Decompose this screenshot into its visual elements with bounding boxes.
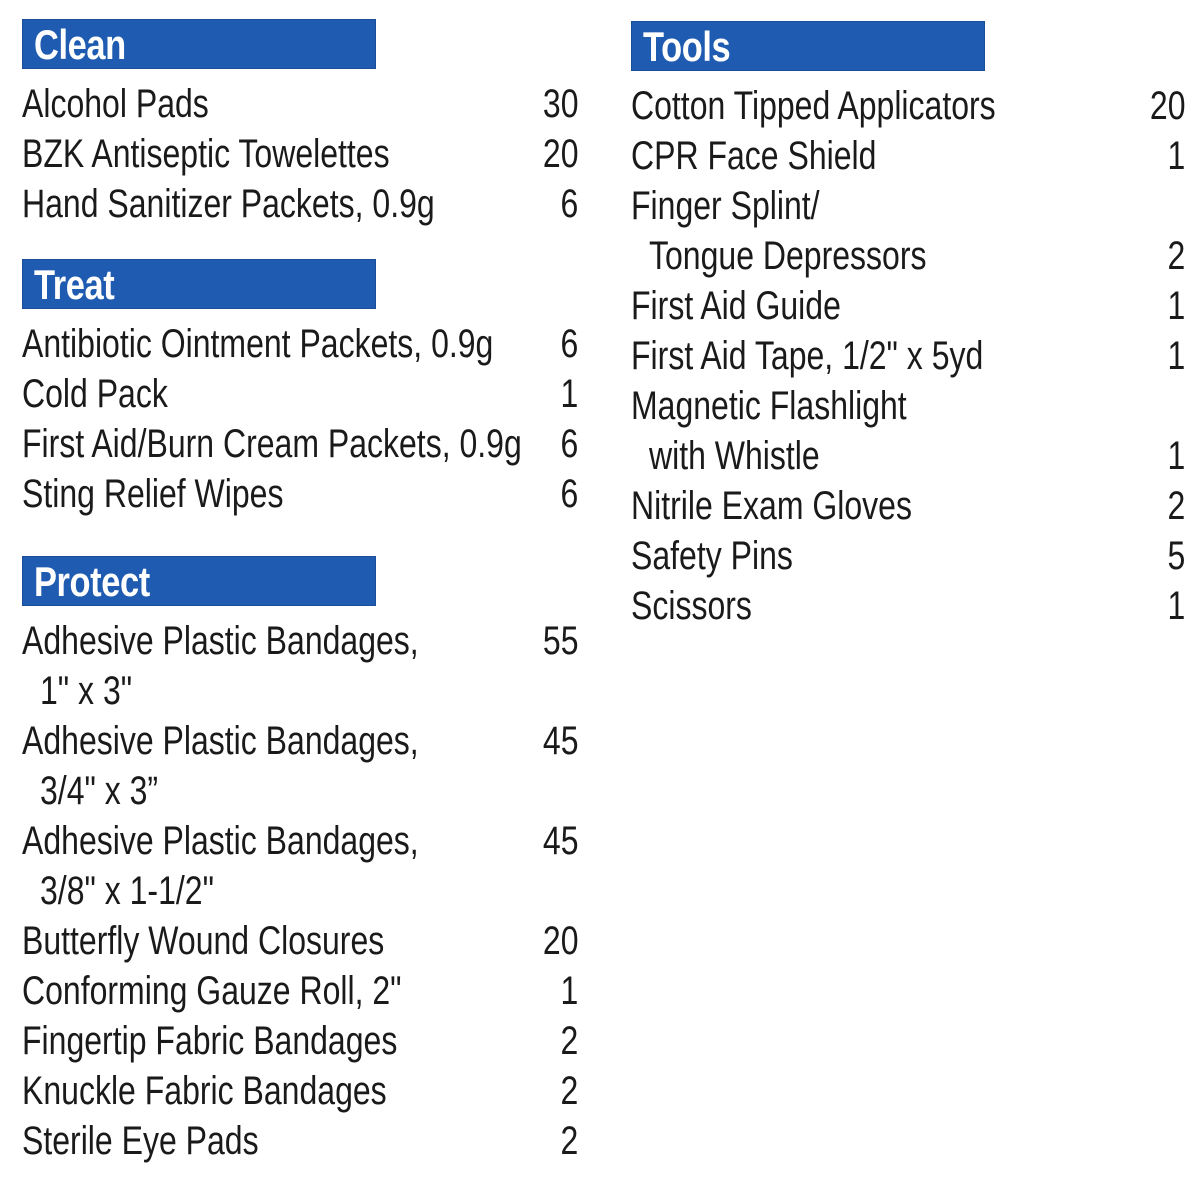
list-item (22, 369, 578, 419)
list-item (631, 381, 1185, 481)
item-quantity: 45 (542, 719, 578, 763)
item-quantity: 6 (560, 182, 578, 226)
list-item (631, 131, 1185, 181)
list-item (22, 816, 578, 916)
item-quantity: 1 (1167, 584, 1185, 628)
item-name: Sting Relief Wipes (22, 472, 284, 516)
list-item (631, 281, 1185, 331)
item-quantity: 20 (542, 919, 578, 963)
list-item (631, 481, 1185, 531)
list-item (22, 179, 578, 229)
item-quantity: 1 (560, 372, 578, 416)
list-item (22, 1116, 578, 1166)
item-name: First Aid/Burn Cream Packets, 0.9g (22, 422, 522, 466)
item-quantity: 1 (1167, 134, 1185, 178)
item-name: Hand Sanitizer Packets, 0.9g (22, 182, 435, 226)
list-item (22, 319, 578, 369)
item-name: Knuckle Fabric Bandages (22, 1069, 387, 1113)
item-quantity: 2 (1167, 484, 1185, 528)
item-name-continued: 1" x 3" (40, 669, 133, 713)
item-quantity: 20 (542, 132, 578, 176)
item-quantity: 20 (1149, 84, 1185, 128)
item-name: Cotton Tipped Applicators (631, 84, 996, 128)
list-item (22, 79, 578, 129)
list-item (631, 81, 1185, 131)
list-item (22, 469, 578, 519)
section-header-bar (631, 21, 985, 71)
item-name: Magnetic Flashlight (631, 384, 907, 428)
section-header-bar (22, 19, 376, 69)
item-quantity: 1 (1167, 334, 1185, 378)
item-quantity: 6 (560, 472, 578, 516)
item-name: Safety Pins (631, 534, 793, 578)
item-list (22, 79, 578, 229)
section-header-bar (22, 259, 376, 309)
item-name-continued: 3/8" x 1-1/2" (40, 869, 214, 913)
item-name: Butterfly Wound Closures (22, 919, 385, 963)
list-item (22, 419, 578, 469)
item-name: Scissors (631, 584, 752, 628)
item-quantity: 1 (560, 969, 578, 1013)
item-list (22, 319, 578, 519)
item-quantity: 2 (560, 1069, 578, 1113)
section-tools (631, 21, 1185, 631)
item-quantity: 1 (1167, 284, 1185, 328)
section-clean (22, 19, 578, 229)
item-name: BZK Antiseptic Towelettes (22, 132, 390, 176)
item-name: First Aid Tape, 1/2" x 5yd (631, 334, 984, 378)
item-quantity: 6 (560, 422, 578, 466)
item-name: Adhesive Plastic Bandages, (22, 719, 419, 763)
item-name: Fingertip Fabric Bandages (22, 1019, 398, 1063)
item-list (631, 81, 1185, 631)
item-name-continued: Tongue Depressors (649, 234, 927, 278)
item-list (22, 616, 578, 1166)
item-quantity: 2 (1167, 234, 1185, 278)
section-title: Tools (643, 23, 731, 70)
item-name: First Aid Guide (631, 284, 841, 328)
item-name: Antibiotic Ointment Packets, 0.9g (22, 322, 494, 366)
item-name: Finger Splint/ (631, 184, 820, 228)
list-item (22, 129, 578, 179)
item-quantity: 5 (1167, 534, 1185, 578)
section-title: Treat (34, 261, 115, 308)
item-quantity: 45 (542, 819, 578, 863)
item-quantity: 30 (542, 82, 578, 126)
section-header-bar (22, 556, 376, 606)
section-protect (22, 556, 578, 1166)
item-name: Sterile Eye Pads (22, 1119, 259, 1163)
section-title: Protect (34, 558, 150, 605)
section-treat (22, 259, 578, 519)
list-item (631, 581, 1185, 631)
list-item (22, 966, 578, 1016)
list-item (631, 531, 1185, 581)
list-item (22, 616, 578, 716)
item-name: Cold Pack (22, 372, 168, 416)
item-quantity: 2 (560, 1019, 578, 1063)
section-title: Clean (34, 21, 126, 68)
list-item (22, 1066, 578, 1116)
item-quantity: 1 (1167, 434, 1185, 478)
item-name-continued: with Whistle (649, 434, 820, 478)
item-name-continued: 3/4" x 3” (40, 769, 159, 813)
item-quantity: 55 (542, 619, 578, 663)
item-name: Adhesive Plastic Bandages, (22, 619, 419, 663)
item-name: CPR Face Shield (631, 134, 877, 178)
item-name: Adhesive Plastic Bandages, (22, 819, 419, 863)
item-name: Nitrile Exam Gloves (631, 484, 912, 528)
list-item (631, 181, 1185, 281)
list-item (22, 1016, 578, 1066)
list-item (22, 916, 578, 966)
item-quantity: 2 (560, 1119, 578, 1163)
item-quantity: 6 (560, 322, 578, 366)
item-name: Alcohol Pads (22, 82, 209, 126)
list-item (631, 331, 1185, 381)
list-item (22, 716, 578, 816)
item-name: Conforming Gauze Roll, 2" (22, 969, 402, 1013)
